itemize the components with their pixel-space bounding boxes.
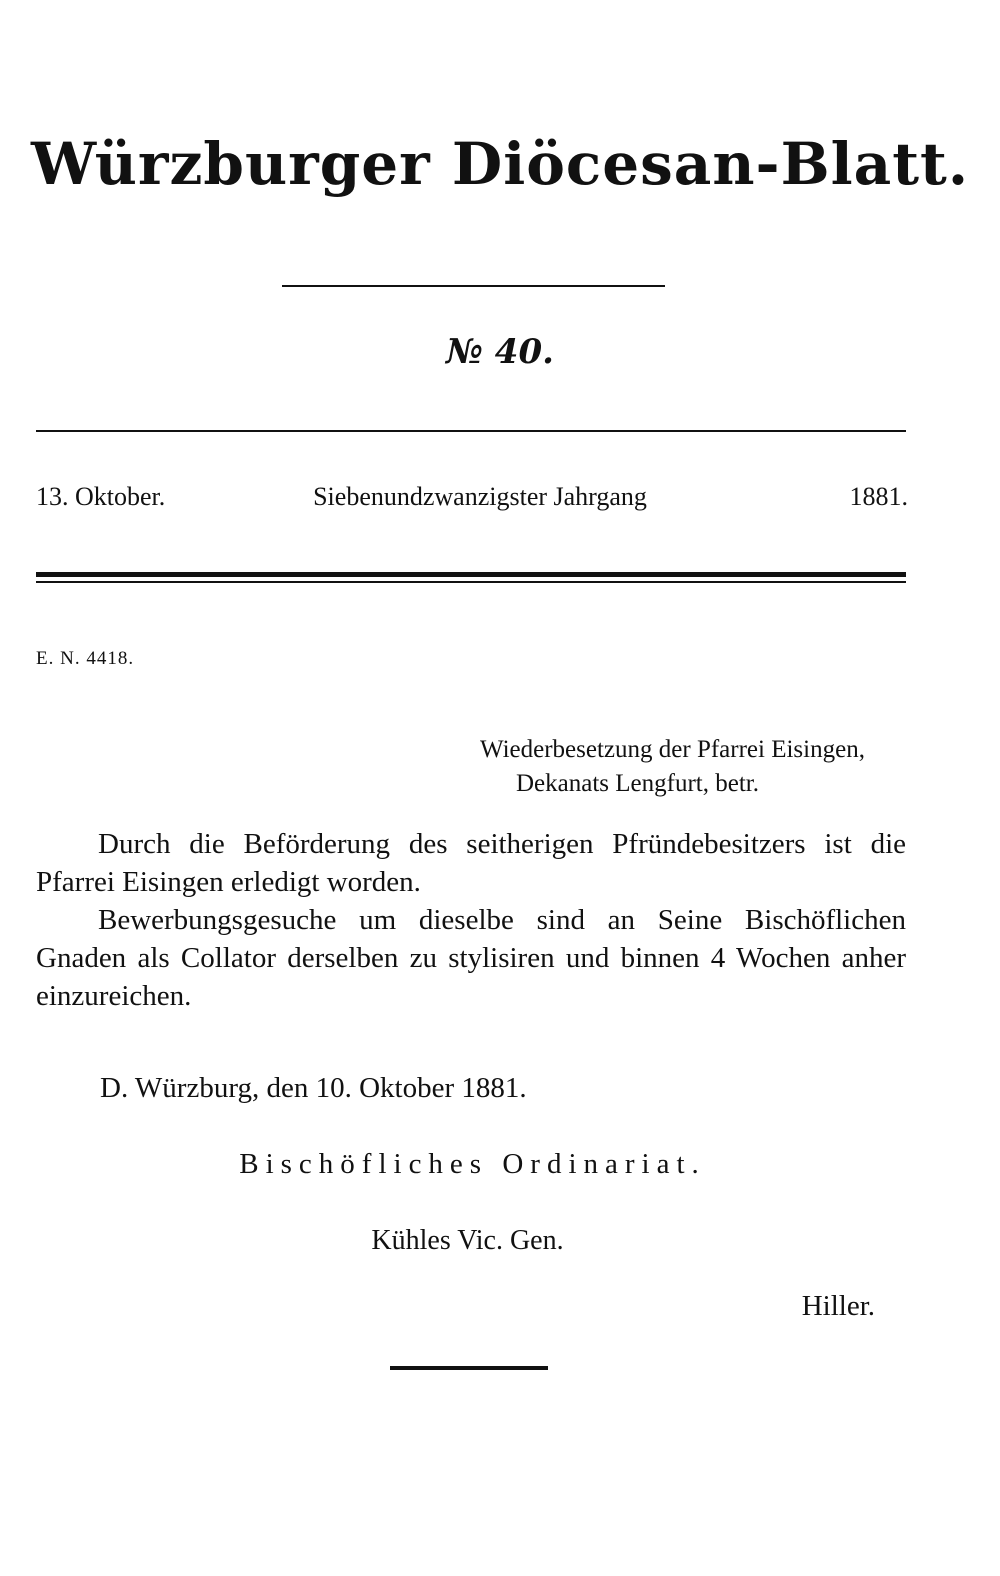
issue-number: № 40. [446,332,554,372]
signature-secretary: Hiller. [801,1290,875,1322]
masthead-divider [282,285,665,287]
subject-line-2: Dekanats Lengfurt, betr. [516,770,759,797]
masthead-title: Würzburger Diöcesan-Blatt. [30,130,970,198]
notice-subject [480,733,865,801]
header-rule-bottom-thin [36,581,906,583]
place-date: D. Würzburg, den 10. Oktober 1881. [100,1072,527,1104]
notice-paragraph-2: Bewerbungsgesuche um dieselbe sind an Seine Bischöflichen Gnaden als Collator derselben zu stylisiren und binnen 4 Wochen anher einzureichen. [36,904,906,1012]
notice-paragraph-1: Durch die Beförderung des seitherigen Pfründebesitzers ist die Pfarrei Eisingen erledigt worden. [36,828,906,898]
issue-date: 13. Oktober. [36,482,166,511]
header-rule-bottom-thick [36,572,906,577]
subject-line-1: Wiederbesetzung der Pfarrei Eisingen, [480,736,865,763]
notice-body [36,825,906,1015]
issuing-authority: Bischöfliches Ordinariat. [239,1148,706,1180]
reference-number: E. N. 4418. [36,648,135,669]
volume-label: Siebenundzwanzigster Jahrgang [313,482,647,511]
signature-vicar-general: Kühles Vic. Gen. [371,1225,564,1256]
header-rule-top [36,430,906,432]
closing-rule [390,1366,548,1370]
issue-year: 1881. [849,482,908,511]
